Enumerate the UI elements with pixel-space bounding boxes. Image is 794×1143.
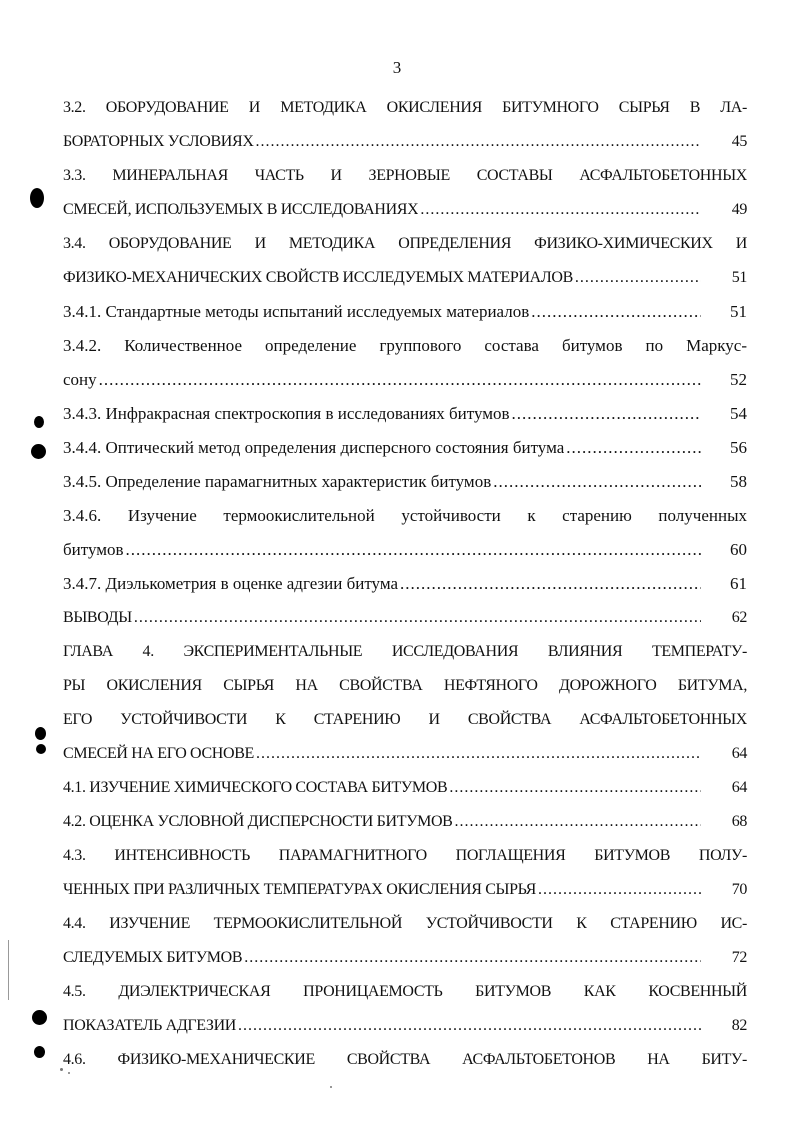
toc-line bbox=[63, 431, 747, 465]
toc-page-number: 52 bbox=[730, 370, 747, 389]
toc-leader-dots bbox=[420, 193, 701, 227]
toc-page-number: 64 bbox=[731, 779, 747, 796]
toc-entry-text: 3.4.4. Оптический метод определения дисперсного состояния битума bbox=[63, 438, 565, 457]
toc-line bbox=[63, 1009, 747, 1043]
toc-line bbox=[63, 1043, 747, 1077]
page-number: 3 bbox=[392, 58, 402, 77]
scan-blot bbox=[34, 1046, 45, 1058]
toc-line bbox=[63, 839, 747, 873]
toc-line bbox=[63, 771, 747, 805]
toc-line bbox=[63, 907, 747, 941]
toc-line bbox=[63, 397, 747, 431]
toc-leader-dots bbox=[493, 465, 701, 499]
toc-leader-dots bbox=[455, 805, 702, 839]
toc-page-number: 51 bbox=[730, 302, 747, 321]
toc-page-number: 62 bbox=[731, 609, 747, 626]
toc-leader-dots bbox=[238, 1009, 701, 1043]
toc-entry-text: РЫ ОКИСЛЕНИЯ СЫРЬЯ НА СВОЙСТВА НЕФТЯНОГО ДОРОЖНОГО БИТУМА, bbox=[63, 677, 747, 694]
toc-entry-text: 3.4.7. Диэлькометрия в оценке адгезии битума bbox=[63, 574, 399, 593]
toc-page-number: 49 bbox=[731, 201, 747, 218]
toc-line bbox=[63, 873, 747, 907]
toc-line bbox=[63, 805, 747, 839]
scan-speck bbox=[68, 1072, 70, 1074]
toc-entry-text: ВЫВОДЫ bbox=[63, 609, 132, 626]
toc-leader-dots bbox=[99, 363, 701, 397]
toc-line bbox=[63, 499, 747, 533]
toc-page-number: 61 bbox=[730, 574, 747, 593]
toc-line bbox=[63, 159, 747, 193]
toc-entry-text: 3.4.5. Определение парамагнитных характеристик битумов bbox=[63, 472, 492, 491]
scan-blot bbox=[34, 416, 44, 428]
toc-line bbox=[63, 601, 747, 635]
toc-line bbox=[63, 465, 747, 499]
toc-entry-text: 3.4.6. Изучение термоокислительной устойчивости к старению полученных bbox=[63, 506, 747, 525]
toc-leader-dots bbox=[400, 567, 701, 601]
toc-entry-text: ЧЕННЫХ ПРИ РАЗЛИЧНЫХ ТЕМПЕРАТУРАХ ОКИСЛЕНИЯ СЫРЬЯ bbox=[63, 881, 536, 898]
toc-line bbox=[63, 669, 747, 703]
toc-entry-text: 3.2. ОБОРУДОВАНИЕ И МЕТОДИКА ОКИСЛЕНИЯ БИТУМНОГО СЫРЬЯ В ЛА- bbox=[63, 99, 747, 116]
toc-entry-text: 4.2. ОЦЕНКА УСЛОВНОЙ ДИСПЕРСНОСТИ БИТУМОВ bbox=[63, 813, 453, 830]
toc-entry-text: ПОКАЗАТЕЛЬ АДГЕЗИИ bbox=[63, 1017, 236, 1034]
toc-line bbox=[63, 975, 747, 1009]
toc-entry-text: СЛЕДУЕМЫХ БИТУМОВ bbox=[63, 949, 243, 966]
toc-leader-dots bbox=[256, 125, 701, 159]
toc-page-number: 64 bbox=[731, 745, 747, 762]
toc-entry-text: 4.5. ДИЭЛЕКТРИЧЕСКАЯ ПРОНИЦАЕМОСТЬ БИТУМОВ КАК КОСВЕННЫЙ bbox=[63, 983, 747, 1000]
toc-line bbox=[63, 635, 747, 669]
toc-page-number: 54 bbox=[730, 404, 747, 423]
toc-leader-dots bbox=[531, 295, 701, 329]
toc-entry-text: СМЕСЕЙ, ИСПОЛЬЗУЕМЫХ В ИССЛЕДОВАНИЯХ bbox=[63, 201, 419, 218]
toc-entry-text: БОРАТОРНЫХ УСЛОВИЯХ bbox=[63, 133, 254, 150]
toc-leader-dots bbox=[256, 737, 701, 771]
toc-entry-text: 4.3. ИНТЕНСИВНОСТЬ ПАРАМАГНИТНОГО ПОГЛАЩЕНИЯ БИТУМОВ ПОЛУ- bbox=[63, 847, 747, 864]
toc-page-number: 51 bbox=[731, 269, 747, 286]
toc-entry-text: битумов bbox=[63, 540, 124, 559]
toc-line bbox=[63, 91, 747, 125]
toc-page-number: 70 bbox=[731, 881, 747, 898]
scan-blot bbox=[35, 727, 46, 740]
scan-blot bbox=[31, 444, 46, 459]
toc-leader-dots bbox=[244, 941, 701, 975]
toc-line bbox=[63, 329, 747, 363]
toc-leader-dots bbox=[575, 261, 701, 295]
toc-line bbox=[63, 125, 747, 159]
toc-entry-text: 3.3. МИНЕРАЛЬНАЯ ЧАСТЬ И ЗЕРНОВЫЕ СОСТАВЫ АСФАЛЬТОБЕТОННЫХ bbox=[63, 167, 747, 184]
toc-line bbox=[63, 567, 747, 601]
toc-page-number: 82 bbox=[731, 1017, 747, 1034]
toc-leader-dots bbox=[512, 397, 701, 431]
toc-entry-text: сону bbox=[63, 370, 97, 389]
toc-page-number: 68 bbox=[731, 813, 747, 830]
toc-entry-text: ЕГО УСТОЙЧИВОСТИ К СТАРЕНИЮ И СВОЙСТВА АСФАЛЬТОБЕТОННЫХ bbox=[63, 711, 747, 728]
toc-leader-dots bbox=[538, 873, 701, 907]
toc-leader-dots bbox=[134, 601, 701, 635]
toc-entry-text: 3.4.3. Инфракрасная спектроскопия в исследованиях битумов bbox=[63, 404, 510, 423]
toc-leader-dots bbox=[566, 431, 701, 465]
toc-entry-text: ГЛАВА 4. ЭКСПЕРИМЕНТАЛЬНЫЕ ИССЛЕДОВАНИЯ ВЛИЯНИЯ ТЕМПЕРАТУ- bbox=[63, 643, 747, 660]
toc-entry-text: 3.4. ОБОРУДОВАНИЕ И МЕТОДИКА ОПРЕДЕЛЕНИЯ ФИЗИКО-ХИМИЧЕСКИХ И bbox=[63, 235, 747, 252]
scan-edge-mark bbox=[8, 940, 9, 1000]
toc-entry-text: 4.1. ИЗУЧЕНИЕ ХИМИЧЕСКОГО СОСТАВА БИТУМОВ bbox=[63, 779, 448, 796]
toc-line bbox=[63, 533, 747, 567]
toc-line bbox=[63, 363, 747, 397]
scan-blot bbox=[30, 188, 44, 208]
scan-blot bbox=[32, 1010, 47, 1025]
scan-blot bbox=[36, 744, 46, 754]
toc-entry-text: 3.4.1. Стандартные методы испытаний исследуемых материалов bbox=[63, 302, 530, 321]
toc-line bbox=[63, 261, 747, 295]
toc-page-number: 45 bbox=[731, 133, 747, 150]
toc-leader-dots bbox=[449, 771, 701, 805]
toc-entry-text: 4.4. ИЗУЧЕНИЕ ТЕРМООКИСЛИТЕЛЬНОЙ УСТОЙЧИВОСТИ К СТАРЕНИЮ ИС- bbox=[63, 915, 747, 932]
toc-entry-text: СМЕСЕЙ НА ЕГО ОСНОВЕ bbox=[63, 745, 254, 762]
toc-page-number: 72 bbox=[731, 949, 747, 966]
toc-entry-text: 4.6. ФИЗИКО-МЕХАНИЧЕСКИЕ СВОЙСТВА АСФАЛЬТОБЕТОНОВ НА БИТУ- bbox=[63, 1051, 747, 1068]
toc-entry-text: 3.4.2. Количественное определение группового состава битумов по Маркус- bbox=[63, 336, 747, 355]
scan-speck bbox=[60, 1068, 63, 1071]
toc-line bbox=[63, 193, 747, 227]
toc-line bbox=[63, 703, 747, 737]
table-of-contents bbox=[63, 91, 747, 1077]
toc-line bbox=[63, 227, 747, 261]
toc-line bbox=[63, 941, 747, 975]
toc-page-number: 58 bbox=[730, 472, 747, 491]
toc-page-number: 56 bbox=[730, 438, 747, 457]
toc-line bbox=[63, 295, 747, 329]
scan-speck bbox=[330, 1086, 332, 1088]
toc-entry-text: ФИЗИКО-МЕХАНИЧЕСКИХ СВОЙСТВ ИССЛЕДУЕМЫХ МАТЕРИАЛОВ bbox=[63, 269, 573, 286]
toc-leader-dots bbox=[126, 533, 701, 567]
toc-page-number: 60 bbox=[730, 540, 747, 559]
toc-line bbox=[63, 737, 747, 771]
